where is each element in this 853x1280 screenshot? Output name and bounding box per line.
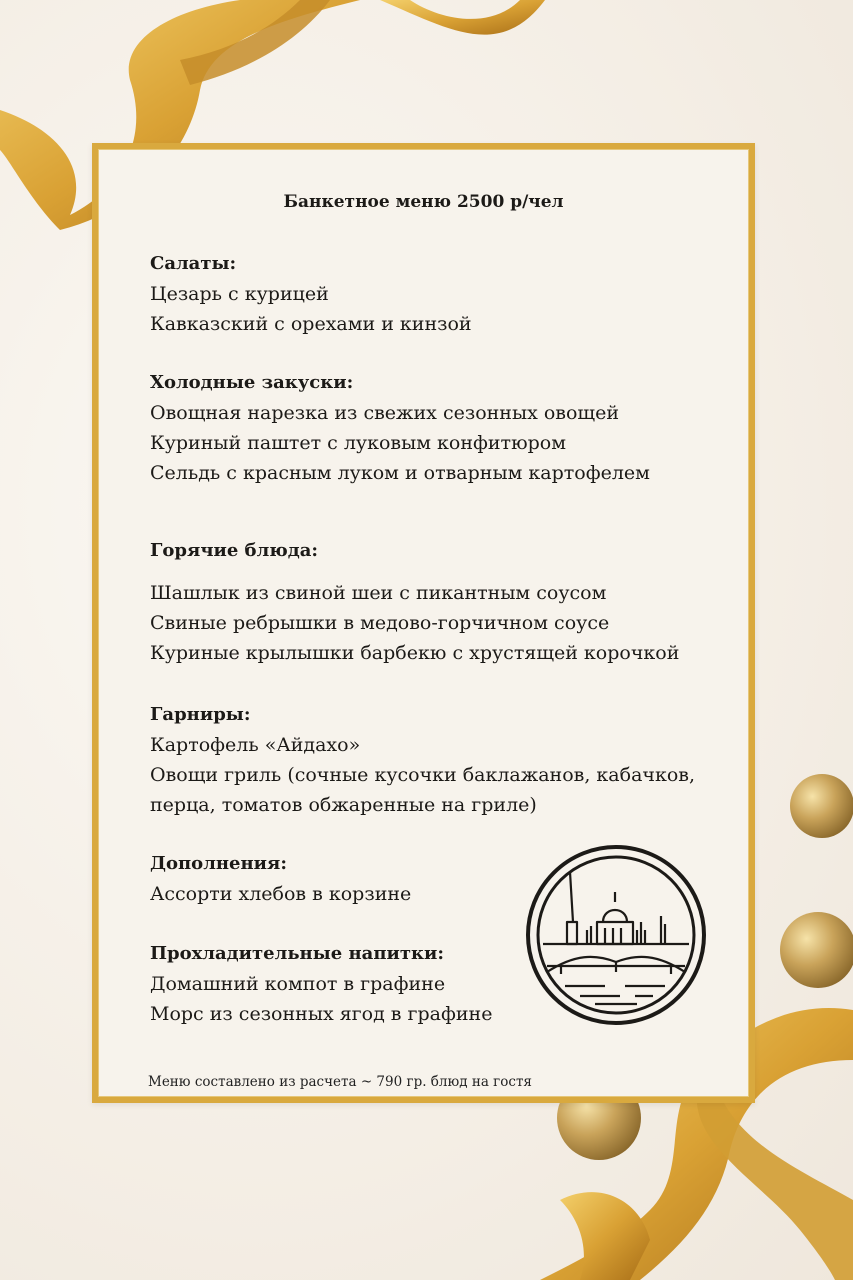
section-salads	[150, 249, 730, 339]
menu-item: Шашлык из свиной шеи с пикантным соусом	[150, 582, 607, 604]
menu-item: Картофель «Айдахо»	[150, 734, 361, 756]
menu-item: Морс из сезонных ягод в графине	[150, 1003, 493, 1025]
menu-title: Банкетное меню 2500 р/чел	[283, 192, 564, 212]
menu-item: Куриные крылышки барбекю с хрустящей корочкой	[150, 642, 680, 664]
menu-footnote: Меню составлено из расчета ~ 790 гр. блюд на гостя	[148, 1074, 532, 1090]
menu-item: Цезарь с курицей	[150, 283, 329, 305]
gold-bauble-icon	[790, 774, 853, 838]
section-heading: Салаты:	[150, 253, 237, 274]
section-heading: Гарниры:	[150, 704, 251, 725]
section-heading: Прохладительные напитки:	[150, 943, 444, 964]
section-heading: Холодные закуски:	[150, 372, 354, 393]
section-garnishes	[150, 700, 730, 820]
menu-card	[92, 143, 755, 1103]
menu-item: Сельдь с красным луком и отварным картофелем	[150, 462, 650, 484]
menu-item: Свиные ребрышки в медово-горчичном соусе	[150, 612, 610, 634]
city-emblem-icon	[525, 844, 707, 1026]
section-cold-appetizers	[150, 368, 730, 488]
ribbon-top-curl-icon	[380, 0, 545, 35]
menu-item: Куриный паштет с луковым конфитюром	[150, 432, 566, 454]
section-hot-dishes	[150, 536, 730, 668]
menu-item: перца, томатов обжаренные на гриле)	[150, 794, 537, 816]
section-heading: Дополнения:	[150, 853, 287, 874]
menu-item: Овощи гриль (сочные кусочки баклажанов, кабачков,	[150, 764, 696, 786]
menu-item: Ассорти хлебов в корзине	[150, 883, 412, 905]
menu-item: Домашний компот в графине	[150, 973, 446, 995]
menu-item: Овощная нарезка из свежих сезонных овощей	[150, 402, 619, 424]
gold-bauble-icon	[780, 912, 853, 988]
menu-item: Кавказский с орехами и кинзой	[150, 313, 472, 335]
section-heading: Горячие блюда:	[150, 540, 319, 561]
